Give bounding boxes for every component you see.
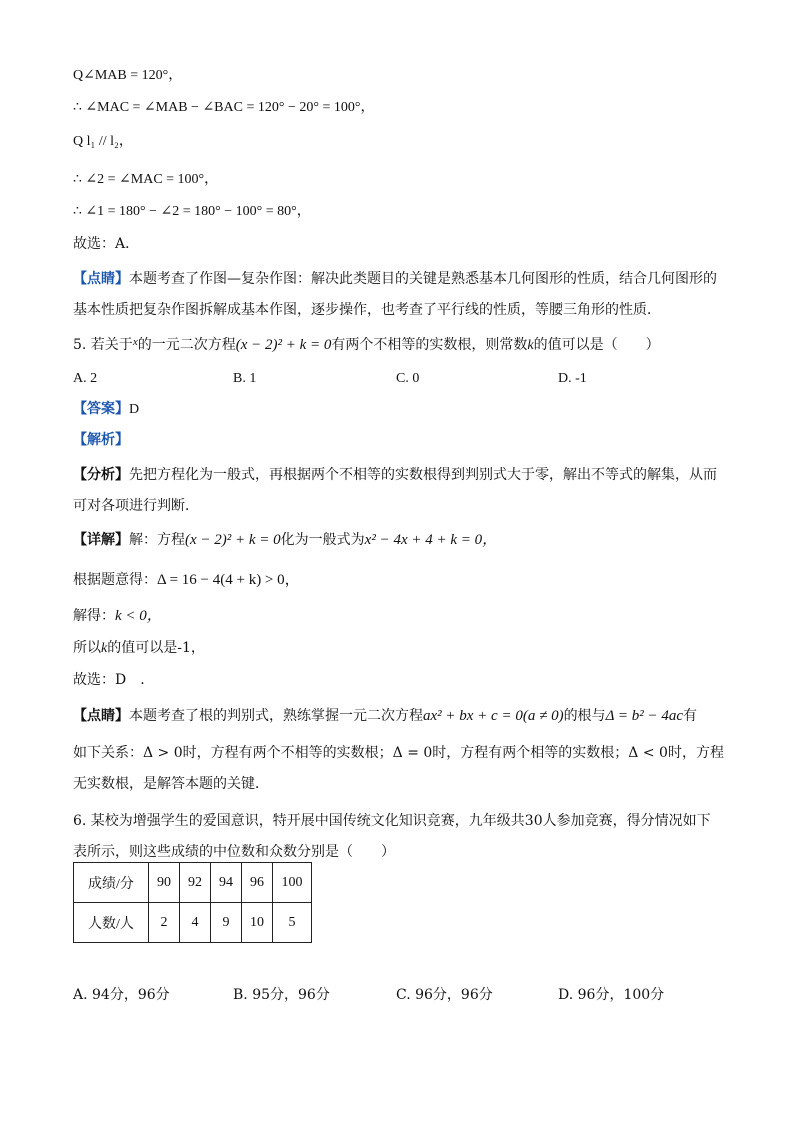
solution-line-4: ∴ ∠2 = ∠MAC = 100°， [73, 172, 219, 187]
q5-step-2 [73, 606, 162, 626]
q5-analysis-heading [73, 430, 129, 450]
q6-stem: 6. 某校为增强学生的爱国意识，特开展中国传统文化知识竞赛，九年级共30人参加竞赛，得分情况如下表所示，则这些成绩的中位数和众数分别是（ ） [73, 813, 711, 860]
answer-tag: 【答案】 [73, 401, 129, 417]
q5-answer [73, 399, 139, 420]
table-row [74, 863, 312, 903]
comment-text: 本题考查了作图—复杂作图：解决此类题目的关键是熟悉基本几何图形的性质，结合几何图形的基本性质把复杂作图拆解成基本作图，逐步操作，也考查了平行线的性质，等腰三角形的性质． [73, 271, 717, 318]
comment-text: 有 [683, 708, 697, 724]
table-cell: 94 [211, 863, 242, 903]
comment-text: 的根与 [563, 708, 606, 724]
step-text: 所以 [73, 640, 101, 656]
score-table [73, 862, 312, 943]
detail-tag: 【详解】 [73, 532, 129, 548]
q4-comment [73, 264, 723, 326]
solution-line-1: Q∠MAB = 120°， [73, 68, 183, 83]
q6-option-a: A. 94分，96分 [73, 987, 170, 1003]
q5-comment-line-3: 无实数根，是解答本题的关键． [73, 776, 269, 792]
table-cell: 2 [149, 903, 180, 943]
q5-stem-part: 5. 若关于 [73, 337, 133, 353]
q6-option-d: D. 96分，100分 [558, 987, 665, 1003]
fenxi-text: 先把方程化为一般式，再根据两个不相等的实数根得到判别式大于零，解出不等式的解集，从而可对各项进行判断． [73, 467, 717, 514]
q6-option-b: B. 95分，96分 [233, 987, 330, 1003]
q5-var-k: k [527, 338, 534, 353]
q5-step-3 [73, 638, 205, 659]
detail-equation: x² − 4x + 4 + k = 0， [364, 532, 498, 548]
comment-tag: 【点睛】 [73, 271, 129, 287]
comment-text: 本题考查了根的判别式，熟练掌握一元二次方程 [129, 708, 423, 724]
step-text: 根据题意得： [73, 572, 157, 588]
q5-equation: (x − 2)² + k = 0 [235, 337, 332, 353]
q5-var-x: x [132, 336, 138, 348]
table-cell-header: 人数/人 [74, 903, 149, 943]
solution-line-3: Q l₁ // l₂， [73, 134, 133, 149]
comment-equation: ax² + bx + c = 0(a ≠ 0) [423, 708, 564, 724]
solution-line-2: ∴ ∠MAC = ∠MAB − ∠BAC = 120° − 20° = 100°， [73, 100, 375, 115]
q5-detail [73, 530, 497, 550]
q5-step-1 [73, 570, 300, 590]
q5-step-4: 故选：D . [73, 672, 145, 688]
table-row [74, 903, 312, 943]
step-text: 的值可以是-1， [107, 640, 205, 656]
table-cell: 9 [211, 903, 242, 943]
table-cell: 5 [273, 903, 312, 943]
solution-line-6: 故选：A． [73, 236, 140, 252]
q6-option-c: C. 96分，96分 [396, 987, 493, 1003]
table-cell: 4 [180, 903, 211, 943]
table-cell: 96 [242, 863, 273, 903]
fenxi-tag: 【分析】 [73, 467, 129, 483]
analysis-tag: 【解析】 [73, 432, 129, 448]
q5-option-b: B. 1 [233, 371, 257, 386]
answer-value: D [129, 402, 140, 417]
q5-comment-line-1 [73, 706, 697, 726]
q5-fenxi [73, 460, 723, 522]
q5-option-c: C. 0 [396, 371, 420, 386]
step-text: 解得： [73, 608, 115, 624]
table-cell: 90 [149, 863, 180, 903]
detail-text: 化为一般式为 [280, 532, 365, 548]
table-cell-header: 成绩/分 [74, 863, 149, 903]
table-cell: 100 [273, 863, 312, 903]
q5-option-a: A. 2 [73, 371, 98, 386]
solution-line-5: ∴ ∠1 = 180° − ∠2 = 180° − 100° = 80°， [73, 204, 311, 219]
detail-text: 解：方程 [129, 532, 185, 548]
step-var: k [101, 641, 108, 656]
step-equation: k < 0， [115, 608, 162, 624]
table-cell: 92 [180, 863, 211, 903]
detail-equation: (x − 2)² + k = 0 [185, 532, 281, 548]
step-equation: Δ = 16 − 4(4 + k) > 0， [157, 572, 300, 588]
q5-comment-line-2: 如下关系：Δ > 0时，方程有两个不相等的实数根；Δ = 0时，方程有两个相等的实数根；Δ < 0时，方程 [73, 745, 724, 761]
q5-option-d: D. -1 [558, 371, 587, 386]
q5-stem-part: 有两个不相等的实数根，则常数 [331, 337, 528, 353]
comment-equation: Δ = b² − 4ac [605, 708, 683, 724]
table-cell: 10 [242, 903, 273, 943]
comment-tag: 【点睛】 [73, 708, 129, 724]
q5-stem-part: 的值可以是（ ） [533, 337, 660, 353]
q5-stem [73, 332, 660, 356]
q5-stem-part: 的一元二次方程 [137, 337, 236, 353]
